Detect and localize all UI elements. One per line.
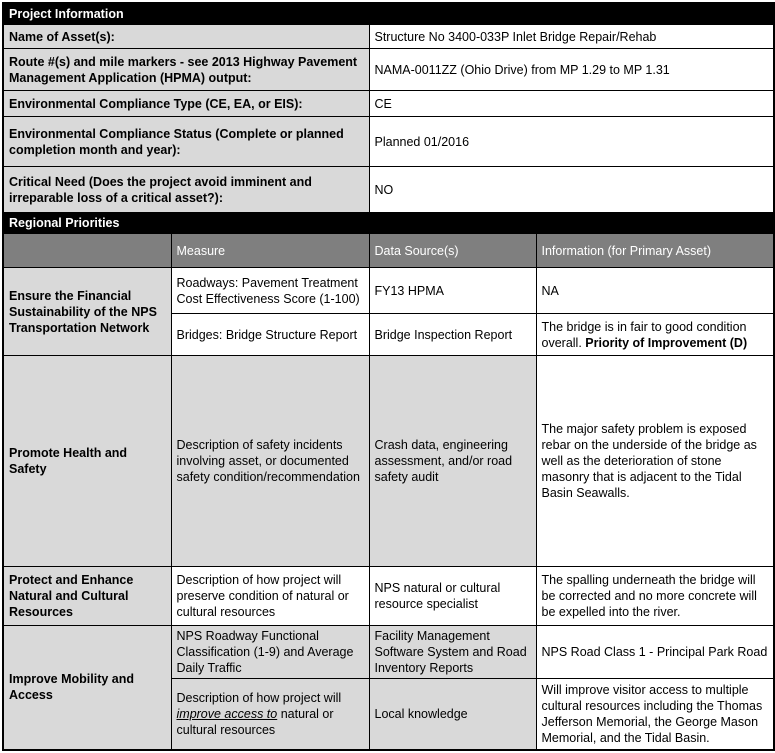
table-row [3,49,774,91]
information-cell [536,314,774,356]
column-header-data-source: Data Source(s) [369,234,536,268]
table-row [3,167,774,213]
env-compliance-type-value: CE [369,91,774,117]
priority-mobility-and-access: Improve Mobility and Access [3,626,171,750]
project-document-table [2,2,775,751]
data-source-cell: Bridge Inspection Report [369,314,536,356]
information-cell: The major safety problem is exposed rebar on the underside of the bridge as well as the deterioration of stone masonry that is adjacent to the Tidal Basin Seawalls. [536,356,774,567]
measure-cell: Roadways: Pavement Treatment Cost Effectiveness Score (1-100) [171,268,369,314]
measure-cell: Description of how project will preserve condition of natural or cultural resources [171,567,369,626]
measure-cell [171,679,369,750]
route-mile-markers-label: Route #(s) and mile markers - see 2013 Highway Pavement Management Application (HPMA) output: [3,49,369,91]
column-header-information: Information (for Primary Asset) [536,234,774,268]
project-information-section-header: Project Information [3,3,774,25]
data-source-cell: Crash data, engineering assessment, and/or road safety audit [369,356,536,567]
measure-text: natural or cultural resources [176,706,334,737]
table-row [3,25,774,49]
column-header-blank [3,234,171,268]
data-source-cell: NPS natural or cultural resource specialist [369,567,536,626]
table-header-row [3,234,774,268]
data-source-cell: Local knowledge [369,679,536,750]
env-compliance-type-label: Environmental Compliance Type (CE, EA, or EIS): [3,91,369,117]
name-of-assets-label: Name of Asset(s): [3,25,369,49]
column-header-measure: Measure [171,234,369,268]
table-row [3,117,774,167]
measure-cell: Description of safety incidents involving asset, or documented safety condition/recommendation [171,356,369,567]
information-cell: The spalling underneath the bridge will be corrected and no more concrete will be expelled into the river. [536,567,774,626]
table-row [3,268,774,314]
env-compliance-status-value: Planned 01/2016 [369,117,774,167]
table-row [3,91,774,117]
information-text: The bridge is in fair to good condition overall. [541,319,747,350]
priority-natural-cultural-resources: Protect and Enhance Natural and Cultural Resources [3,567,171,626]
table-row [3,567,774,626]
information-cell: Will improve visitor access to multiple cultural resources including the Thomas Jefferson Memorial, the George Mason Memorial, and the Tidal Basin. [536,679,774,750]
priority-financial-sustainability: Ensure the Financial Sustainability of the NPS Transportation Network [3,268,171,356]
route-mile-markers-value: NAMA-0011ZZ (Ohio Drive) from MP 1.29 to MP 1.31 [369,49,774,91]
measure-text-emphasized: improve access to [176,706,278,721]
data-source-cell: Facility Management Software System and Road Inventory Reports [369,626,536,679]
information-cell: NA [536,268,774,314]
data-source-cell: FY13 HPMA [369,268,536,314]
table-row [3,626,774,679]
env-compliance-status-label: Environmental Compliance Status (Complete or planned completion month and year): [3,117,369,167]
priority-health-and-safety: Promote Health and Safety [3,356,171,567]
critical-need-value: NO [369,167,774,213]
measure-text: Description of how project will [176,690,342,705]
regional-priorities-section-header: Regional Priorities [3,213,774,234]
information-cell: NPS Road Class 1 - Principal Park Road [536,626,774,679]
measure-cell: Bridges: Bridge Structure Report [171,314,369,356]
table-row [3,356,774,567]
information-text-bold: Priority of Improvement (D) [585,335,748,350]
name-of-assets-value: Structure No 3400-033P Inlet Bridge Repair/Rehab [369,25,774,49]
measure-cell: NPS Roadway Functional Classification (1-9) and Average Daily Traffic [171,626,369,679]
critical-need-label: Critical Need (Does the project avoid imminent and irreparable loss of a critical asset?): [3,167,369,213]
